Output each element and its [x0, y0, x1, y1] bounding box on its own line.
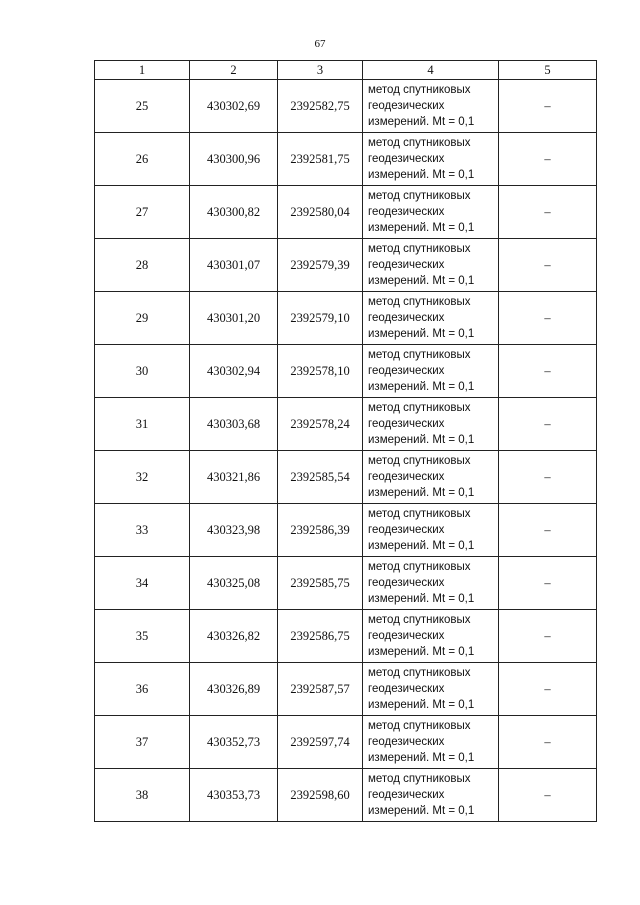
- method-line-2: геодезических: [368, 153, 445, 165]
- point-number-cell: 37: [95, 716, 190, 769]
- method-line-2: геодезических: [368, 577, 445, 589]
- method-line-3: измерений. Mt = 0,1: [368, 699, 475, 711]
- column-header-4: 4: [363, 61, 499, 80]
- method-line-2: геодезических: [368, 206, 445, 218]
- table-row: [95, 716, 597, 769]
- method-line-1: метод спутниковых: [368, 614, 471, 626]
- point-number-cell: 26: [95, 133, 190, 186]
- column-header-2: 2: [190, 61, 278, 80]
- table-row: [95, 451, 597, 504]
- note-cell: –: [499, 345, 597, 398]
- y-coordinate-cell: 2392587,57: [278, 663, 363, 716]
- point-number-cell: 36: [95, 663, 190, 716]
- method-line-3: измерений. Mt = 0,1: [368, 116, 475, 128]
- point-number-cell: 33: [95, 504, 190, 557]
- method-line-1: метод спутниковых: [368, 137, 471, 149]
- table-row: [95, 80, 597, 133]
- y-coordinate-cell: 2392597,74: [278, 716, 363, 769]
- coordinates-table: [94, 60, 597, 822]
- y-coordinate-cell: 2392582,75: [278, 80, 363, 133]
- method-line-3: измерений. Mt = 0,1: [368, 487, 475, 499]
- method-line-2: геодезических: [368, 683, 445, 695]
- note-cell: –: [499, 133, 597, 186]
- point-number-cell: 38: [95, 769, 190, 822]
- method-cell: [363, 80, 499, 133]
- column-header-1: 1: [95, 61, 190, 80]
- method-line-1: метод спутниковых: [368, 402, 471, 414]
- method-cell: [363, 663, 499, 716]
- note-cell: –: [499, 292, 597, 345]
- method-line-3: измерений. Mt = 0,1: [368, 169, 475, 181]
- note-cell: –: [499, 239, 597, 292]
- point-number-cell: 25: [95, 80, 190, 133]
- x-coordinate-cell: 430301,20: [190, 292, 278, 345]
- method-line-3: измерений. Mt = 0,1: [368, 805, 475, 817]
- y-coordinate-cell: 2392578,24: [278, 398, 363, 451]
- table-row: [95, 186, 597, 239]
- x-coordinate-cell: 430300,96: [190, 133, 278, 186]
- method-line-2: геодезических: [368, 418, 445, 430]
- point-number-cell: 31: [95, 398, 190, 451]
- method-line-1: метод спутниковых: [368, 455, 471, 467]
- page-number: 67: [314, 38, 326, 50]
- method-line-3: измерений. Mt = 0,1: [368, 593, 475, 605]
- x-coordinate-cell: 430301,07: [190, 239, 278, 292]
- x-coordinate-cell: 430323,98: [190, 504, 278, 557]
- method-line-1: метод спутниковых: [368, 84, 471, 96]
- x-coordinate-cell: 430302,69: [190, 80, 278, 133]
- method-cell: [363, 504, 499, 557]
- point-number-cell: 32: [95, 451, 190, 504]
- point-number-cell: 30: [95, 345, 190, 398]
- header-row: [95, 61, 597, 80]
- method-line-1: метод спутниковых: [368, 561, 471, 573]
- method-line-1: метод спутниковых: [368, 296, 471, 308]
- note-cell: –: [499, 186, 597, 239]
- x-coordinate-cell: 430303,68: [190, 398, 278, 451]
- note-cell: –: [499, 80, 597, 133]
- method-cell: [363, 610, 499, 663]
- x-coordinate-cell: 430352,73: [190, 716, 278, 769]
- x-coordinate-cell: 430302,94: [190, 345, 278, 398]
- method-line-2: геодезических: [368, 365, 445, 377]
- y-coordinate-cell: 2392598,60: [278, 769, 363, 822]
- column-header-3: 3: [278, 61, 363, 80]
- table-row: [95, 557, 597, 610]
- table-row: [95, 398, 597, 451]
- point-number-cell: 28: [95, 239, 190, 292]
- x-coordinate-cell: 430326,82: [190, 610, 278, 663]
- table-row: [95, 292, 597, 345]
- method-line-3: измерений. Mt = 0,1: [368, 328, 475, 340]
- method-line-2: геодезических: [368, 312, 445, 324]
- x-coordinate-cell: 430353,73: [190, 769, 278, 822]
- method-line-1: метод спутниковых: [368, 720, 471, 732]
- table-row: [95, 239, 597, 292]
- method-line-2: геодезических: [368, 524, 445, 536]
- table-row: [95, 610, 597, 663]
- method-cell: [363, 239, 499, 292]
- method-line-1: метод спутниковых: [368, 243, 471, 255]
- note-cell: –: [499, 557, 597, 610]
- method-line-2: геодезических: [368, 789, 445, 801]
- method-cell: [363, 292, 499, 345]
- method-line-2: геодезических: [368, 100, 445, 112]
- y-coordinate-cell: 2392579,10: [278, 292, 363, 345]
- method-cell: [363, 769, 499, 822]
- note-cell: –: [499, 769, 597, 822]
- table-row: [95, 133, 597, 186]
- method-cell: [363, 557, 499, 610]
- method-line-3: измерений. Mt = 0,1: [368, 540, 475, 552]
- method-line-3: измерений. Mt = 0,1: [368, 222, 475, 234]
- point-number-cell: 34: [95, 557, 190, 610]
- method-cell: [363, 451, 499, 504]
- method-line-2: геодезических: [368, 736, 445, 748]
- method-cell: [363, 133, 499, 186]
- table-row: [95, 345, 597, 398]
- method-cell: [363, 186, 499, 239]
- note-cell: –: [499, 451, 597, 504]
- y-coordinate-cell: 2392585,54: [278, 451, 363, 504]
- method-cell: [363, 716, 499, 769]
- method-line-3: измерений. Mt = 0,1: [368, 275, 475, 287]
- point-number-cell: 29: [95, 292, 190, 345]
- method-line-2: геодезических: [368, 630, 445, 642]
- note-cell: –: [499, 504, 597, 557]
- method-line-1: метод спутниковых: [368, 773, 471, 785]
- method-cell: [363, 398, 499, 451]
- y-coordinate-cell: 2392586,75: [278, 610, 363, 663]
- x-coordinate-cell: 430325,08: [190, 557, 278, 610]
- table-header: [95, 61, 597, 80]
- method-line-1: метод спутниковых: [368, 349, 471, 361]
- method-line-1: метод спутниковых: [368, 508, 471, 520]
- method-line-3: измерений. Mt = 0,1: [368, 381, 475, 393]
- x-coordinate-cell: 430300,82: [190, 186, 278, 239]
- column-header-5: 5: [499, 61, 597, 80]
- method-line-3: измерений. Mt = 0,1: [368, 434, 475, 446]
- method-line-3: измерений. Mt = 0,1: [368, 646, 475, 658]
- x-coordinate-cell: 430321,86: [190, 451, 278, 504]
- note-cell: –: [499, 716, 597, 769]
- point-number-cell: 35: [95, 610, 190, 663]
- table-body: [95, 80, 597, 822]
- point-number-cell: 27: [95, 186, 190, 239]
- table-row: [95, 769, 597, 822]
- y-coordinate-cell: 2392585,75: [278, 557, 363, 610]
- note-cell: –: [499, 610, 597, 663]
- table-row: [95, 504, 597, 557]
- method-line-2: геодезических: [368, 471, 445, 483]
- method-line-1: метод спутниковых: [368, 190, 471, 202]
- y-coordinate-cell: 2392580,04: [278, 186, 363, 239]
- method-line-1: метод спутниковых: [368, 667, 471, 679]
- method-line-3: измерений. Mt = 0,1: [368, 752, 475, 764]
- table-row: [95, 663, 597, 716]
- method-line-2: геодезических: [368, 259, 445, 271]
- y-coordinate-cell: 2392586,39: [278, 504, 363, 557]
- y-coordinate-cell: 2392579,39: [278, 239, 363, 292]
- y-coordinate-cell: 2392581,75: [278, 133, 363, 186]
- y-coordinate-cell: 2392578,10: [278, 345, 363, 398]
- x-coordinate-cell: 430326,89: [190, 663, 278, 716]
- note-cell: –: [499, 663, 597, 716]
- method-cell: [363, 345, 499, 398]
- note-cell: –: [499, 398, 597, 451]
